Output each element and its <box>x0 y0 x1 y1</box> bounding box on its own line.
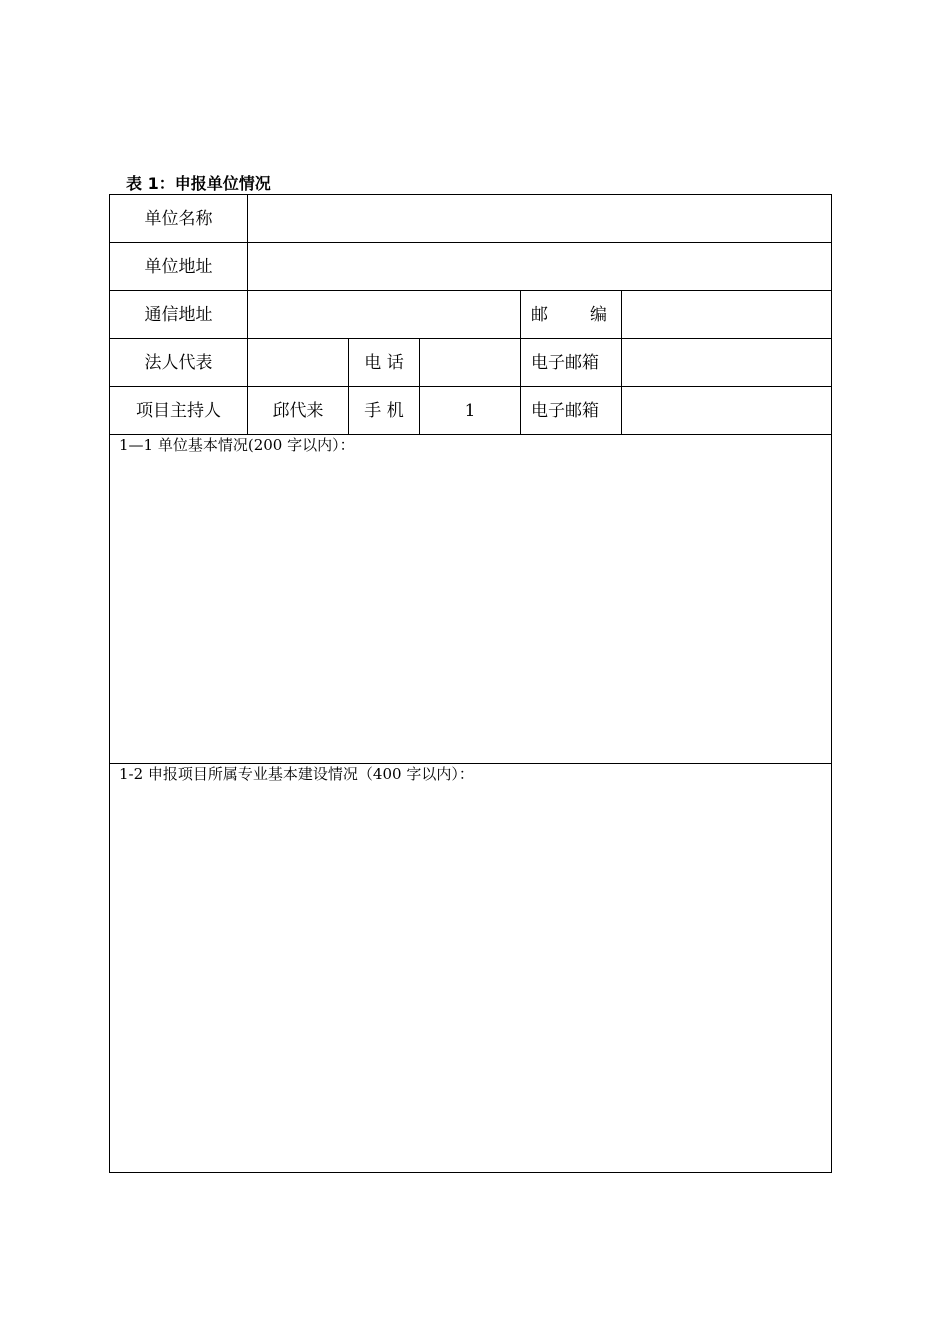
unit-name-label: 单位名称 <box>144 208 213 229</box>
project-host-email-field[interactable] <box>622 387 831 434</box>
mailing-address-field[interactable] <box>248 291 520 338</box>
phone-field[interactable] <box>420 339 520 386</box>
unit-address-label: 单位地址 <box>144 256 213 277</box>
postcode-label-part-2: 编 <box>590 304 607 325</box>
mobile-label: 手 机 <box>364 400 404 421</box>
project-host-email-label: 电子邮箱 <box>531 400 599 421</box>
legal-rep-email-label: 电子邮箱 <box>531 352 599 373</box>
section-major-construction-content[interactable] <box>110 785 831 1171</box>
section-unit-basic-info-label: 1—1 单位基本情况(200 字以内）： <box>119 436 355 454</box>
postcode-label <box>521 291 621 338</box>
legal-rep-label: 法人代表 <box>144 352 213 373</box>
mobile-field[interactable]: 1 <box>464 400 476 421</box>
postcode-field[interactable] <box>622 291 831 338</box>
project-host-label: 项目主持人 <box>136 400 221 421</box>
postcode-label-part-1: 邮 <box>531 304 548 325</box>
unit-name-field[interactable] <box>248 195 831 242</box>
mailing-address-label: 通信地址 <box>144 304 213 325</box>
phone-label: 电 话 <box>364 352 404 373</box>
legal-rep-field[interactable] <box>248 339 348 386</box>
section-major-construction-label: 1-2 申报项目所属专业基本建设情况（400 字以内）： <box>119 765 474 783</box>
section-unit-basic-info-content[interactable] <box>110 456 831 762</box>
table-caption: 表 1：申报单位情况 <box>126 174 271 193</box>
legal-rep-email-field[interactable] <box>622 339 831 386</box>
unit-address-field[interactable] <box>248 243 831 290</box>
project-host-field[interactable]: 邱代来 <box>272 400 324 421</box>
